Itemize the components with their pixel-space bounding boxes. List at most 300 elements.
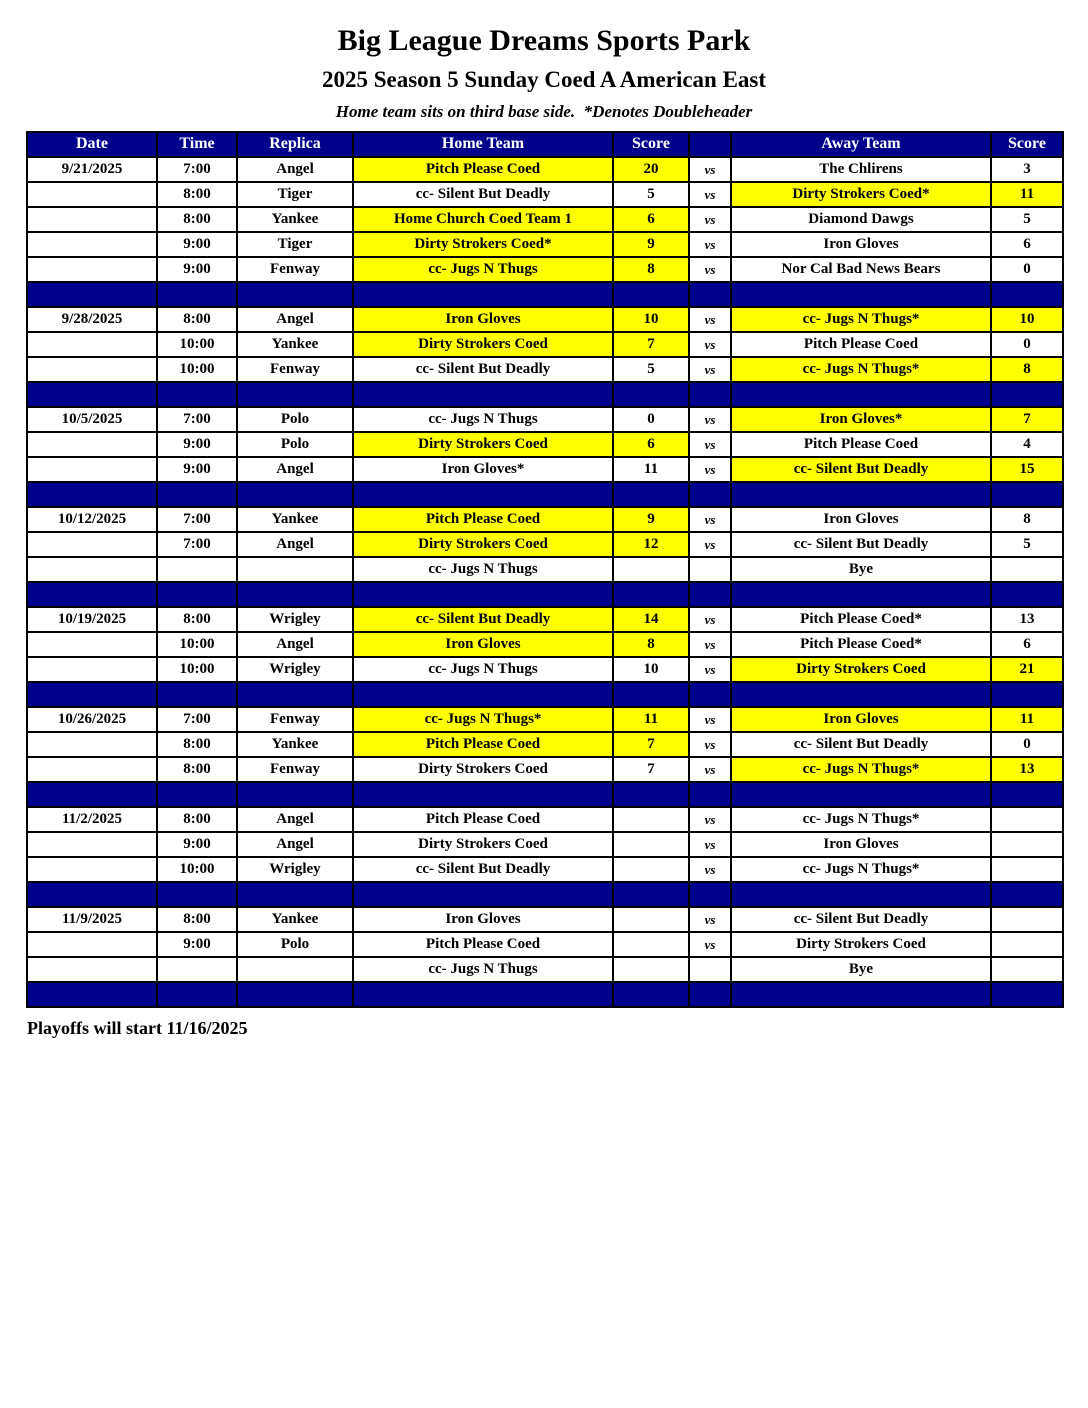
cell-home-team: Iron Gloves	[353, 907, 613, 932]
separator-cell	[237, 782, 353, 807]
cell-vs: vs	[689, 257, 731, 282]
column-header-home-team: Home Team	[353, 132, 613, 157]
separator-cell	[27, 282, 157, 307]
cell-replica: Angel	[237, 532, 353, 557]
cell-home-score	[613, 807, 689, 832]
cell-away-score	[991, 932, 1063, 957]
game-row	[27, 757, 1063, 782]
separator-cell	[731, 382, 991, 407]
separator-cell	[689, 682, 731, 707]
game-row	[27, 457, 1063, 482]
table-body	[27, 157, 1063, 1007]
cell-away-score: 0	[991, 332, 1063, 357]
cell-vs: vs	[689, 732, 731, 757]
cell-time: 9:00	[157, 457, 237, 482]
cell-replica	[237, 557, 353, 582]
cell-home-score: 0	[613, 407, 689, 432]
cell-away-team: Iron Gloves	[731, 707, 991, 732]
separator-cell	[991, 982, 1063, 1007]
cell-date	[27, 632, 157, 657]
separator-cell	[27, 682, 157, 707]
separator-cell	[689, 382, 731, 407]
cell-time: 7:00	[157, 507, 237, 532]
cell-vs	[689, 557, 731, 582]
cell-date	[27, 332, 157, 357]
separator-row	[27, 582, 1063, 607]
game-row	[27, 807, 1063, 832]
separator-cell	[353, 782, 613, 807]
cell-time: 10:00	[157, 657, 237, 682]
separator-cell	[991, 882, 1063, 907]
cell-date	[27, 207, 157, 232]
separator-cell	[613, 282, 689, 307]
separator-cell	[731, 882, 991, 907]
cell-vs: vs	[689, 332, 731, 357]
cell-time: 8:00	[157, 182, 237, 207]
separator-cell	[991, 582, 1063, 607]
cell-home-team: Dirty Strokers Coed	[353, 832, 613, 857]
cell-replica: Tiger	[237, 232, 353, 257]
separator-cell	[237, 682, 353, 707]
cell-away-team: Iron Gloves	[731, 232, 991, 257]
column-header-vs	[689, 132, 731, 157]
game-row	[27, 257, 1063, 282]
playoffs-note: Playoffs will start 11/16/2025	[27, 1017, 248, 1038]
cell-away-score: 0	[991, 257, 1063, 282]
cell-away-score	[991, 807, 1063, 832]
cell-vs: vs	[689, 232, 731, 257]
cell-time	[157, 557, 237, 582]
cell-away-score: 4	[991, 432, 1063, 457]
cell-replica: Polo	[237, 407, 353, 432]
separator-cell	[689, 882, 731, 907]
separator-row	[27, 282, 1063, 307]
cell-replica: Wrigley	[237, 607, 353, 632]
game-row	[27, 907, 1063, 932]
cell-away-score: 7	[991, 407, 1063, 432]
cell-away-team: cc- Jugs N Thugs*	[731, 757, 991, 782]
separator-cell	[731, 482, 991, 507]
cell-time	[157, 957, 237, 982]
cell-vs: vs	[689, 932, 731, 957]
cell-vs: vs	[689, 707, 731, 732]
separator-cell	[731, 782, 991, 807]
separator-cell	[27, 882, 157, 907]
separator-cell	[157, 882, 237, 907]
cell-replica: Angel	[237, 457, 353, 482]
cell-home-team: cc- Jugs N Thugs	[353, 657, 613, 682]
cell-away-score: 3	[991, 157, 1063, 182]
cell-vs: vs	[689, 807, 731, 832]
cell-time: 7:00	[157, 532, 237, 557]
cell-home-score: 9	[613, 232, 689, 257]
separator-cell	[991, 382, 1063, 407]
column-header-score: Score	[613, 132, 689, 157]
cell-date: 9/28/2025	[27, 307, 157, 332]
separator-cell	[689, 482, 731, 507]
cell-vs: vs	[689, 457, 731, 482]
cell-away-team: Pitch Please Coed*	[731, 632, 991, 657]
cell-away-team: cc- Jugs N Thugs*	[731, 357, 991, 382]
game-row	[27, 632, 1063, 657]
cell-time: 9:00	[157, 232, 237, 257]
cell-away-score: 15	[991, 457, 1063, 482]
cell-home-score: 7	[613, 732, 689, 757]
cell-date: 10/26/2025	[27, 707, 157, 732]
cell-vs: vs	[689, 657, 731, 682]
cell-away-score	[991, 907, 1063, 932]
separator-cell	[613, 782, 689, 807]
cell-home-score: 20	[613, 157, 689, 182]
separator-cell	[991, 282, 1063, 307]
separator-cell	[991, 482, 1063, 507]
cell-home-score: 6	[613, 432, 689, 457]
game-row	[27, 607, 1063, 632]
cell-away-team: Dirty Strokers Coed	[731, 932, 991, 957]
cell-away-score	[991, 857, 1063, 882]
cell-date: 10/5/2025	[27, 407, 157, 432]
cell-date: 10/12/2025	[27, 507, 157, 532]
separator-cell	[353, 482, 613, 507]
cell-home-score: 6	[613, 207, 689, 232]
cell-home-score	[613, 857, 689, 882]
cell-replica: Wrigley	[237, 657, 353, 682]
cell-home-team: Dirty Strokers Coed*	[353, 232, 613, 257]
cell-date: 11/9/2025	[27, 907, 157, 932]
game-row	[27, 532, 1063, 557]
cell-away-team: Pitch Please Coed	[731, 432, 991, 457]
separator-cell	[27, 982, 157, 1007]
cell-away-team: cc- Silent But Deadly	[731, 457, 991, 482]
cell-home-team: cc- Jugs N Thugs	[353, 257, 613, 282]
cell-replica: Angel	[237, 157, 353, 182]
cell-replica: Yankee	[237, 207, 353, 232]
table-header-row	[27, 132, 1063, 157]
cell-time: 7:00	[157, 407, 237, 432]
cell-away-score: 6	[991, 632, 1063, 657]
header-note: Home team sits on third base side. *Denotes Doubleheader	[335, 102, 753, 122]
cell-time: 10:00	[157, 857, 237, 882]
game-row	[27, 932, 1063, 957]
separator-row	[27, 482, 1063, 507]
cell-vs: vs	[689, 832, 731, 857]
separator-cell	[157, 782, 237, 807]
cell-date	[27, 432, 157, 457]
cell-home-team: Pitch Please Coed	[353, 157, 613, 182]
separator-cell	[731, 682, 991, 707]
game-row	[27, 157, 1063, 182]
separator-cell	[157, 482, 237, 507]
cell-home-team: Iron Gloves	[353, 307, 613, 332]
cell-home-score: 11	[613, 457, 689, 482]
game-row	[27, 957, 1063, 982]
page-subtitle: 2025 Season 5 Sunday Coed A American East	[321, 67, 767, 92]
separator-cell	[731, 582, 991, 607]
cell-home-team: cc- Jugs N Thugs	[353, 957, 613, 982]
cell-home-team: Dirty Strokers Coed	[353, 432, 613, 457]
cell-time: 7:00	[157, 707, 237, 732]
cell-date: 9/21/2025	[27, 157, 157, 182]
cell-replica: Fenway	[237, 757, 353, 782]
separator-cell	[353, 682, 613, 707]
cell-vs: vs	[689, 407, 731, 432]
cell-away-score: 13	[991, 757, 1063, 782]
separator-row	[27, 382, 1063, 407]
column-header-away-team-away: Away Team	[731, 132, 991, 157]
separator-cell	[237, 582, 353, 607]
game-row	[27, 657, 1063, 682]
separator-row	[27, 982, 1063, 1007]
separator-cell	[689, 982, 731, 1007]
cell-time: 8:00	[157, 757, 237, 782]
cell-vs: vs	[689, 607, 731, 632]
cell-vs: vs	[689, 307, 731, 332]
cell-home-score: 5	[613, 182, 689, 207]
cell-home-score: 9	[613, 507, 689, 532]
cell-home-score: 10	[613, 307, 689, 332]
cell-replica: Polo	[237, 432, 353, 457]
cell-vs: vs	[689, 157, 731, 182]
separator-cell	[157, 582, 237, 607]
cell-away-score: 6	[991, 232, 1063, 257]
cell-replica: Angel	[237, 632, 353, 657]
column-header-date: Date	[27, 132, 157, 157]
page-title: Big League Dreams Sports Park	[337, 24, 751, 57]
cell-home-score: 11	[613, 707, 689, 732]
cell-vs: vs	[689, 757, 731, 782]
cell-home-team: cc- Silent But Deadly	[353, 182, 613, 207]
cell-away-score	[991, 957, 1063, 982]
separator-cell	[613, 482, 689, 507]
cell-away-team: Pitch Please Coed	[731, 332, 991, 357]
cell-date: 10/19/2025	[27, 607, 157, 632]
cell-home-team: Pitch Please Coed	[353, 507, 613, 532]
cell-time: 7:00	[157, 157, 237, 182]
cell-time: 9:00	[157, 932, 237, 957]
separator-cell	[689, 282, 731, 307]
separator-cell	[613, 982, 689, 1007]
separator-cell	[27, 482, 157, 507]
cell-home-score: 5	[613, 357, 689, 382]
cell-date: 11/2/2025	[27, 807, 157, 832]
separator-cell	[157, 282, 237, 307]
cell-replica: Fenway	[237, 707, 353, 732]
cell-home-team: Dirty Strokers Coed	[353, 332, 613, 357]
cell-home-team: cc- Jugs N Thugs*	[353, 707, 613, 732]
cell-away-team: Iron Gloves*	[731, 407, 991, 432]
cell-home-score: 8	[613, 632, 689, 657]
cell-date	[27, 757, 157, 782]
cell-time: 8:00	[157, 732, 237, 757]
cell-home-score: 7	[613, 332, 689, 357]
cell-vs: vs	[689, 432, 731, 457]
cell-date	[27, 457, 157, 482]
game-row	[27, 207, 1063, 232]
cell-replica: Yankee	[237, 907, 353, 932]
cell-away-team: Dirty Strokers Coed*	[731, 182, 991, 207]
separator-cell	[353, 282, 613, 307]
cell-away-team: Bye	[731, 957, 991, 982]
separator-cell	[613, 682, 689, 707]
cell-away-score: 11	[991, 707, 1063, 732]
cell-vs: vs	[689, 357, 731, 382]
cell-vs: vs	[689, 532, 731, 557]
cell-home-score: 8	[613, 257, 689, 282]
cell-date	[27, 657, 157, 682]
cell-time: 9:00	[157, 257, 237, 282]
game-row	[27, 432, 1063, 457]
separator-cell	[237, 882, 353, 907]
cell-date	[27, 182, 157, 207]
cell-date	[27, 832, 157, 857]
cell-date	[27, 957, 157, 982]
separator-cell	[731, 282, 991, 307]
game-row	[27, 732, 1063, 757]
game-row	[27, 332, 1063, 357]
cell-away-team: Iron Gloves	[731, 507, 991, 532]
cell-replica: Wrigley	[237, 857, 353, 882]
separator-cell	[353, 882, 613, 907]
cell-home-team: cc- Jugs N Thugs	[353, 557, 613, 582]
game-row	[27, 832, 1063, 857]
separator-row	[27, 782, 1063, 807]
cell-away-team: Dirty Strokers Coed	[731, 657, 991, 682]
cell-away-team: cc- Jugs N Thugs*	[731, 307, 991, 332]
cell-date	[27, 932, 157, 957]
cell-replica: Angel	[237, 832, 353, 857]
column-header-replica: Replica	[237, 132, 353, 157]
cell-away-team: cc- Jugs N Thugs*	[731, 857, 991, 882]
cell-home-score: 7	[613, 757, 689, 782]
cell-time: 9:00	[157, 832, 237, 857]
cell-away-team: The Chlirens	[731, 157, 991, 182]
cell-away-score: 5	[991, 532, 1063, 557]
cell-date	[27, 357, 157, 382]
game-row	[27, 557, 1063, 582]
separator-cell	[157, 982, 237, 1007]
game-row	[27, 857, 1063, 882]
cell-home-team: cc- Silent But Deadly	[353, 357, 613, 382]
separator-cell	[237, 282, 353, 307]
cell-time: 8:00	[157, 907, 237, 932]
separator-cell	[613, 382, 689, 407]
cell-date	[27, 732, 157, 757]
cell-away-score	[991, 832, 1063, 857]
cell-away-score: 5	[991, 207, 1063, 232]
separator-cell	[237, 482, 353, 507]
cell-replica	[237, 957, 353, 982]
cell-home-team: Iron Gloves*	[353, 457, 613, 482]
cell-away-team: Diamond Dawgs	[731, 207, 991, 232]
cell-home-score: 10	[613, 657, 689, 682]
cell-home-team: Pitch Please Coed	[353, 807, 613, 832]
separator-cell	[27, 782, 157, 807]
game-row	[27, 307, 1063, 332]
game-row	[27, 357, 1063, 382]
cell-date	[27, 857, 157, 882]
game-row	[27, 407, 1063, 432]
cell-home-score	[613, 932, 689, 957]
cell-replica: Angel	[237, 307, 353, 332]
game-row	[27, 232, 1063, 257]
cell-vs: vs	[689, 907, 731, 932]
game-row	[27, 182, 1063, 207]
separator-cell	[689, 782, 731, 807]
cell-replica: Angel	[237, 807, 353, 832]
cell-time: 8:00	[157, 807, 237, 832]
cell-away-team: Pitch Please Coed*	[731, 607, 991, 632]
separator-cell	[689, 582, 731, 607]
cell-home-team: Pitch Please Coed	[353, 932, 613, 957]
separator-cell	[27, 382, 157, 407]
cell-away-score	[991, 557, 1063, 582]
cell-home-team: Dirty Strokers Coed	[353, 757, 613, 782]
separator-cell	[237, 382, 353, 407]
cell-away-team: cc- Silent But Deadly	[731, 732, 991, 757]
cell-replica: Tiger	[237, 182, 353, 207]
cell-home-team: Iron Gloves	[353, 632, 613, 657]
cell-home-team: cc- Silent But Deadly	[353, 607, 613, 632]
cell-away-team: cc- Jugs N Thugs*	[731, 807, 991, 832]
cell-replica: Polo	[237, 932, 353, 957]
schedule-table	[26, 131, 1064, 1008]
separator-cell	[157, 682, 237, 707]
cell-away-team: Nor Cal Bad News Bears	[731, 257, 991, 282]
cell-time: 8:00	[157, 607, 237, 632]
cell-home-team: cc- Jugs N Thugs	[353, 407, 613, 432]
cell-vs	[689, 957, 731, 982]
separator-cell	[353, 982, 613, 1007]
cell-away-score: 13	[991, 607, 1063, 632]
cell-home-team: Dirty Strokers Coed	[353, 532, 613, 557]
cell-home-team: Home Church Coed Team 1	[353, 207, 613, 232]
cell-away-team: Bye	[731, 557, 991, 582]
cell-vs: vs	[689, 207, 731, 232]
cell-replica: Yankee	[237, 507, 353, 532]
column-header-time: Time	[157, 132, 237, 157]
cell-time: 10:00	[157, 332, 237, 357]
separator-cell	[991, 782, 1063, 807]
cell-home-score	[613, 557, 689, 582]
cell-date	[27, 232, 157, 257]
column-header-score-away: Score	[991, 132, 1063, 157]
cell-home-team: cc- Silent But Deadly	[353, 857, 613, 882]
separator-cell	[731, 982, 991, 1007]
cell-away-score: 8	[991, 357, 1063, 382]
cell-time: 10:00	[157, 357, 237, 382]
cell-time: 8:00	[157, 307, 237, 332]
cell-replica: Yankee	[237, 332, 353, 357]
cell-away-team: Iron Gloves	[731, 832, 991, 857]
cell-away-score: 0	[991, 732, 1063, 757]
cell-home-team: Pitch Please Coed	[353, 732, 613, 757]
separator-cell	[237, 982, 353, 1007]
cell-home-score: 12	[613, 532, 689, 557]
cell-away-team: cc- Silent But Deadly	[731, 907, 991, 932]
game-row	[27, 707, 1063, 732]
separator-cell	[991, 682, 1063, 707]
cell-date	[27, 557, 157, 582]
cell-vs: vs	[689, 857, 731, 882]
cell-time: 10:00	[157, 632, 237, 657]
cell-replica: Fenway	[237, 257, 353, 282]
cell-home-score	[613, 907, 689, 932]
cell-home-score: 14	[613, 607, 689, 632]
separator-cell	[613, 582, 689, 607]
cell-time: 8:00	[157, 207, 237, 232]
separator-cell	[353, 582, 613, 607]
cell-away-score: 8	[991, 507, 1063, 532]
